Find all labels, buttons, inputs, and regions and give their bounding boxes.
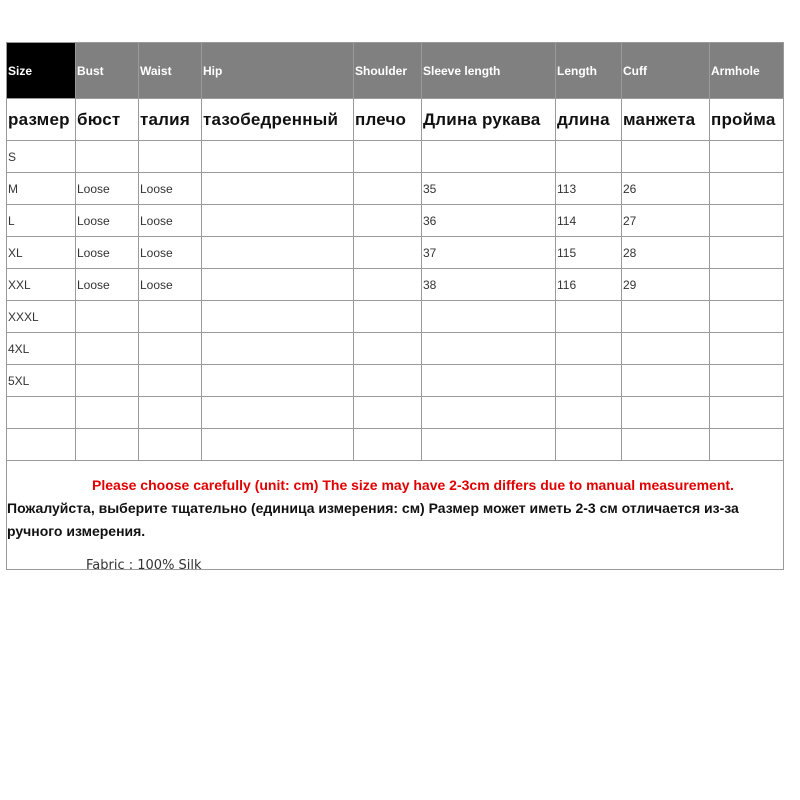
size-cell: 27 [622,205,710,237]
header-cell-ru: Длина рукава [422,99,556,141]
size-cell [422,365,556,397]
size-cell [422,333,556,365]
header-cell: Waist [139,43,202,99]
size-cell [422,141,556,173]
size-cell: Loose [76,269,139,301]
size-cell [354,429,422,461]
size-cell [556,141,622,173]
size-cell [202,141,354,173]
size-cell: 116 [556,269,622,301]
size-cell [76,365,139,397]
size-cell [202,365,354,397]
size-cell: 29 [622,269,710,301]
size-cell [710,333,784,365]
size-cell [76,429,139,461]
size-cell [202,301,354,333]
header-cell: Length [556,43,622,99]
size-cell [76,333,139,365]
size-cell [202,397,354,429]
size-cell [354,141,422,173]
size-row [7,301,784,333]
size-cell [202,205,354,237]
header-cell: Armhole [710,43,784,99]
size-cell [422,397,556,429]
size-cell [710,429,784,461]
size-row [7,141,784,173]
size-row [7,205,784,237]
size-chart-body [7,43,784,570]
size-cell [354,205,422,237]
size-cell [202,269,354,301]
size-cell [354,333,422,365]
size-cell [710,141,784,173]
size-cell: L [7,205,76,237]
header-cell-ru: пройма [710,99,784,141]
size-cell [202,429,354,461]
size-cell [202,333,354,365]
size-cell [76,301,139,333]
size-cell: 5XL [7,365,76,397]
size-cell: 113 [556,173,622,205]
notes-row [7,461,784,570]
size-cell: XXL [7,269,76,301]
measurement-note-english: Please choose carefully (unit: cm) The size may have 2-3cm differs due to manual measurement. [92,477,734,493]
size-cell [622,429,710,461]
size-cell [139,141,202,173]
size-cell [710,237,784,269]
size-cell: 37 [422,237,556,269]
size-cell: 35 [422,173,556,205]
header-cell: Hip [202,43,354,99]
size-cell [76,141,139,173]
size-cell [139,365,202,397]
header-cell-ru: размер [7,99,76,141]
size-cell [7,397,76,429]
size-cell [622,141,710,173]
size-cell: Loose [139,237,202,269]
size-cell [7,429,76,461]
header-cell-ru: плечо [354,99,422,141]
size-cell [139,333,202,365]
size-row [7,429,784,461]
size-cell [422,301,556,333]
size-cell: Loose [76,205,139,237]
header-cell-ru: талия [139,99,202,141]
size-cell [556,429,622,461]
size-cell [622,301,710,333]
size-cell: Loose [76,173,139,205]
notes-cell [7,461,784,570]
fabric-info: Fabric : 100% Silk [86,558,202,573]
header-cell: Sleeve length [422,43,556,99]
size-cell [556,365,622,397]
size-cell: Loose [76,237,139,269]
size-cell: 36 [422,205,556,237]
size-row [7,269,784,301]
size-cell: XXXL [7,301,76,333]
size-cell: Loose [139,173,202,205]
size-cell: 28 [622,237,710,269]
size-cell [354,237,422,269]
header-cell-ru: длина [556,99,622,141]
size-cell: Loose [139,205,202,237]
size-cell: S [7,141,76,173]
size-cell: 38 [422,269,556,301]
size-cell: Loose [139,269,202,301]
size-cell [710,205,784,237]
size-cell [556,397,622,429]
size-cell [354,301,422,333]
size-cell [710,173,784,205]
size-cell [354,397,422,429]
size-cell [354,269,422,301]
size-cell [76,397,139,429]
size-cell [139,301,202,333]
size-cell: M [7,173,76,205]
size-cell [202,173,354,205]
measurement-note-russian: Пожалуйста, выберите тщательно (единица измерения: см) Размер может иметь 2-3 см отличается из-за ручного измерения. [7,500,739,539]
size-cell [622,365,710,397]
size-cell [556,301,622,333]
size-cell [710,301,784,333]
size-cell [710,269,784,301]
size-cell: 4XL [7,333,76,365]
size-row [7,237,784,269]
size-cell: 114 [556,205,622,237]
size-cell [422,429,556,461]
size-row [7,333,784,365]
size-cell [354,173,422,205]
size-chart-table [6,42,784,570]
size-cell: XL [7,237,76,269]
size-cell [622,333,710,365]
size-cell [556,333,622,365]
size-cell [710,397,784,429]
header-cell-ru: бюст [76,99,139,141]
size-cell [202,237,354,269]
header-cell: Bust [76,43,139,99]
size-row [7,365,784,397]
header-cell: Size [7,43,76,99]
header-row-russian [7,99,784,141]
header-cell-ru: манжета [622,99,710,141]
size-cell: 26 [622,173,710,205]
header-cell-ru: тазобедренный [202,99,354,141]
size-cell: 115 [556,237,622,269]
header-cell: Cuff [622,43,710,99]
header-cell: Shoulder [354,43,422,99]
size-cell [139,429,202,461]
header-row-english [7,43,784,99]
size-cell [622,397,710,429]
size-row [7,397,784,429]
size-cell [710,365,784,397]
size-cell [139,397,202,429]
size-row [7,173,784,205]
size-cell [354,365,422,397]
